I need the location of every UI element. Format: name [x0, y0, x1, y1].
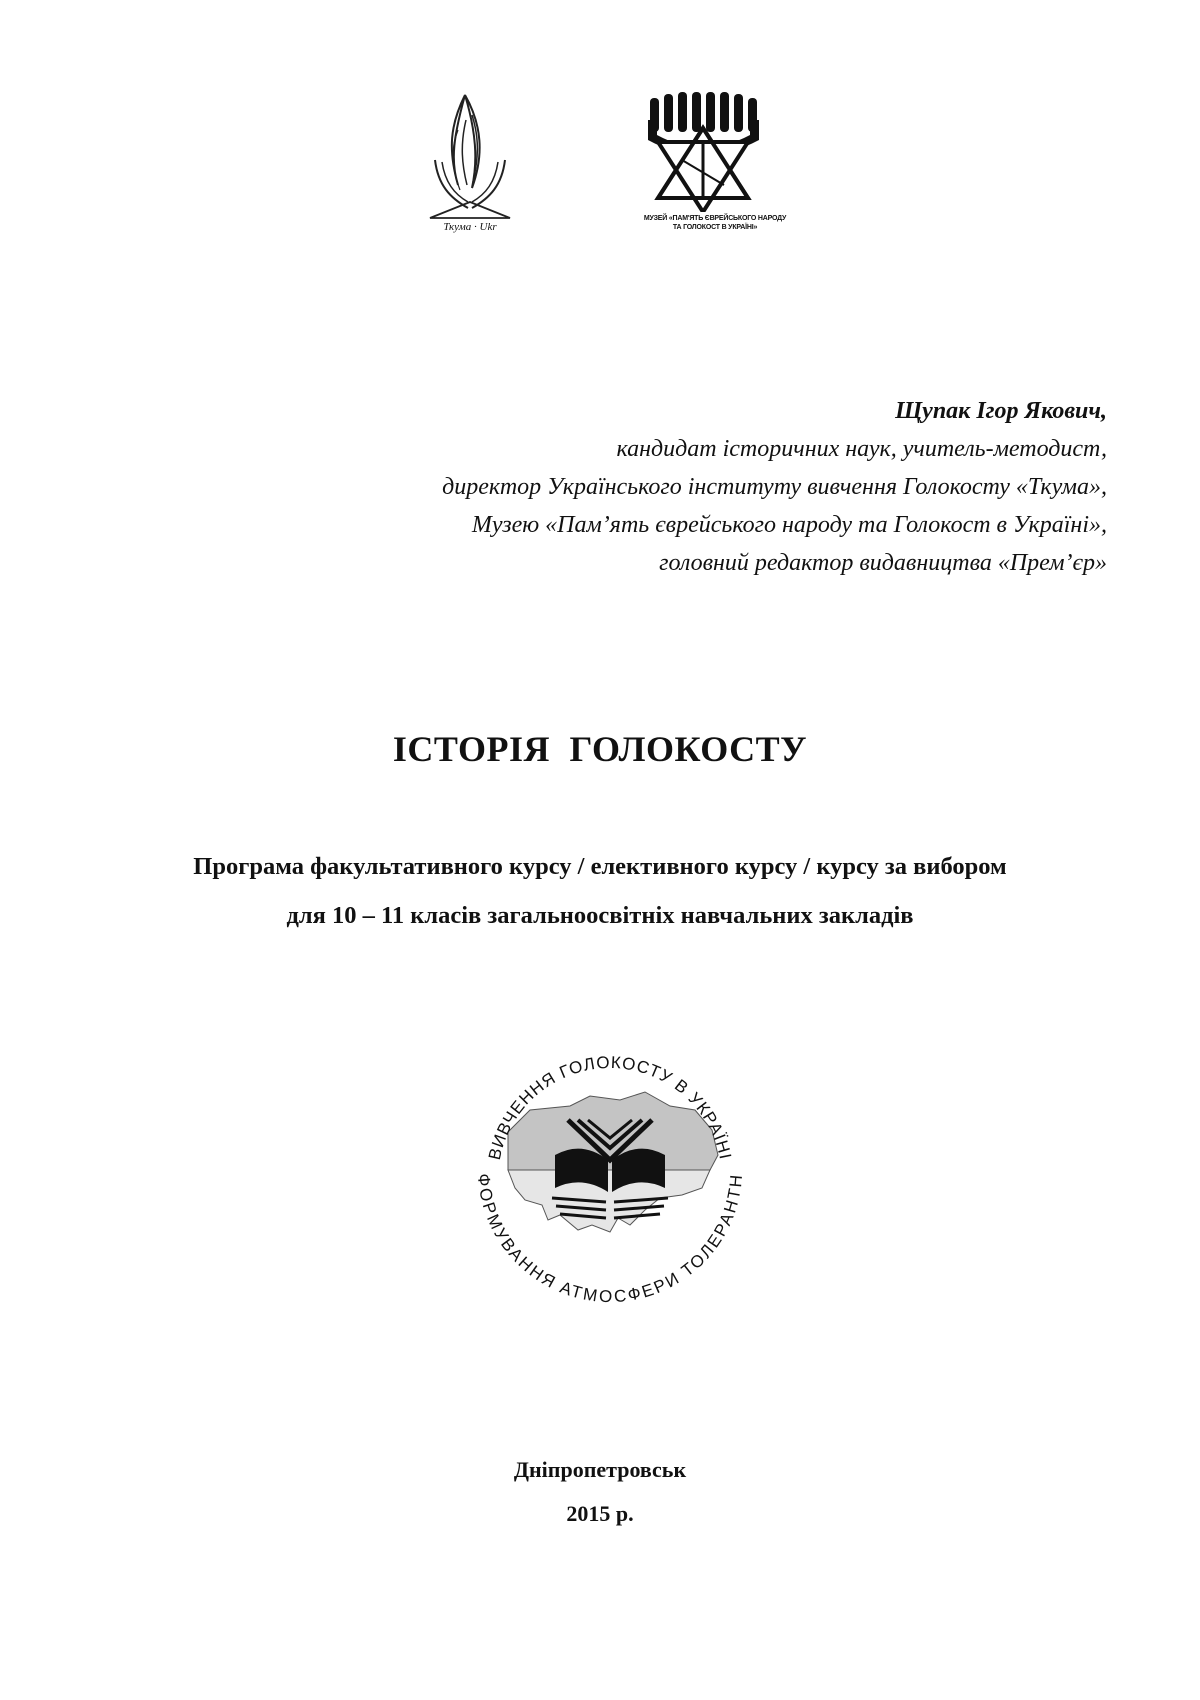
holocaust-studies-emblem — [460, 1020, 760, 1320]
museum-caption-line2: ТА ГОЛОКОСТ В УКРАЇНІ» — [672, 224, 758, 231]
museum-logo-caption — [620, 214, 810, 232]
museum-logo — [620, 90, 810, 250]
publication-city: Дніпропетровськ — [513, 1457, 687, 1482]
subtitle-line1: Програма факультативного курсу / елективного курсу / курсу за вибором — [193, 853, 1007, 880]
publication-year: 2015 р. — [566, 1501, 634, 1526]
menorah-star-icon — [620, 90, 810, 212]
author-block — [207, 392, 1107, 582]
page-title: ІСТОРІЯ ГОЛОКОСТУ — [392, 729, 808, 769]
flame-hands-icon — [420, 90, 520, 225]
emblem-top-text: ВИВЧЕННЯ ГОЛОКОСТУ В УКРАЇНІ — [484, 1052, 736, 1162]
header-logos — [0, 90, 1200, 250]
author-credential: директор Українського інституту вивчення Голокосту «Ткума», — [442, 474, 1107, 500]
museum-caption-line1: МУЗЕЙ «ПАМ'ЯТЬ ЄВРЕЙСЬКОГО НАРОДУ — [643, 215, 787, 222]
author-name: Щупак Ігор Якович, — [895, 398, 1107, 424]
author-credential: кандидат історичних наук, учитель-методист, — [616, 436, 1107, 462]
subtitle — [0, 842, 1200, 940]
tkuma-logo-caption: Ткума · Ukr — [443, 221, 497, 233]
author-credential: головний редактор видавництва «Прем’єр» — [659, 550, 1107, 576]
tkuma-logo — [420, 90, 520, 240]
author-credential: Музею «Пам’ять єврейського народу та Голокост в Україні», — [471, 512, 1107, 538]
footer — [0, 1448, 1200, 1536]
emblem-bottom-text: ФОРМУВАННЯ АТМОСФЕРИ ТОЛЕРАНТН — [473, 1172, 747, 1307]
subtitle-line2: для 10 – 11 класів загальноосвітніх навчальних закладів — [286, 902, 914, 929]
